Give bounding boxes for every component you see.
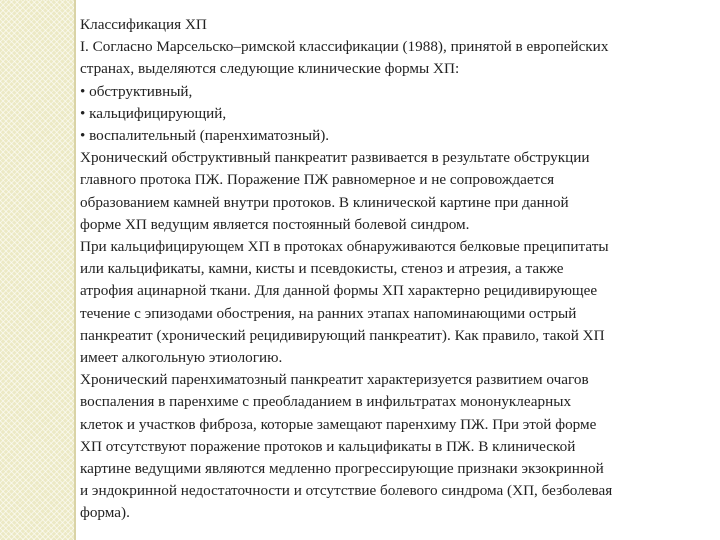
text-line: странах, выделяются следующие клинические формы ХП: — [80, 60, 460, 78]
text-line: имеет алкогольную этиологию. — [80, 349, 283, 367]
text-line: образованием камней внутри протоков. В клинической картине при данной — [80, 193, 569, 211]
text-line: форма). — [80, 504, 130, 522]
text-line: панкреатит (хронический рецидивирующий панкреатит). Как правило, такой ХП — [80, 326, 605, 344]
text-line: Хронический обструктивный панкреатит развивается в результате обструкции — [80, 149, 590, 167]
slide-title: Классификация ХП — [80, 16, 207, 33]
text-line: картине ведущими являются медленно прогрессирующие признаки экзокринной — [80, 460, 604, 478]
text-line: или кальцификаты, камни, кисты и псевдокисты, стеноз и атрезия, а также — [80, 260, 564, 278]
text-line: главного протока ПЖ. Поражение ПЖ равномерное и не сопровождается — [80, 171, 555, 189]
text-line: течение с эпизодами обострения, на ранних этапах напоминающими острый — [80, 304, 577, 322]
text-line: атрофия ацинарной ткани. Для данной формы ХП характерно рецидивирующее — [80, 282, 598, 300]
text-line: клеток и участков фиброза, которые замещают паренхиму ПЖ. При этой форме — [80, 415, 597, 433]
list-item: • кальцифицирующий, — [80, 104, 227, 122]
decorative-side-stripe — [0, 0, 74, 540]
text-line: При кальцифицирующем ХП в протоках обнаруживаются белковые преципитаты — [80, 238, 609, 256]
text-line: ХП отсутствуют поражение протоков и кальцификаты в ПЖ. В клинической — [80, 437, 576, 455]
slide-text-body — [80, 14, 716, 525]
text-line: воспаления в паренхиме с преобладанием в инфильтратах мононуклеарных — [80, 393, 572, 411]
text-line: форме ХП ведущим является постоянный болевой синдром. — [80, 215, 470, 233]
text-line: Хронический паренхиматозный панкреатит характеризуется развитием очагов — [80, 371, 589, 389]
list-item: • обструктивный, — [80, 82, 193, 100]
text-line: I. Согласно Марсельско–римской классификации (1988), принятой в европейских — [80, 38, 609, 56]
list-item: • воспалительный (паренхиматозный). — [80, 127, 330, 145]
decorative-divider — [74, 0, 76, 540]
text-line: и эндокринной недостаточности и отсутствие болевого синдрома (ХП, безболевая — [80, 482, 613, 500]
